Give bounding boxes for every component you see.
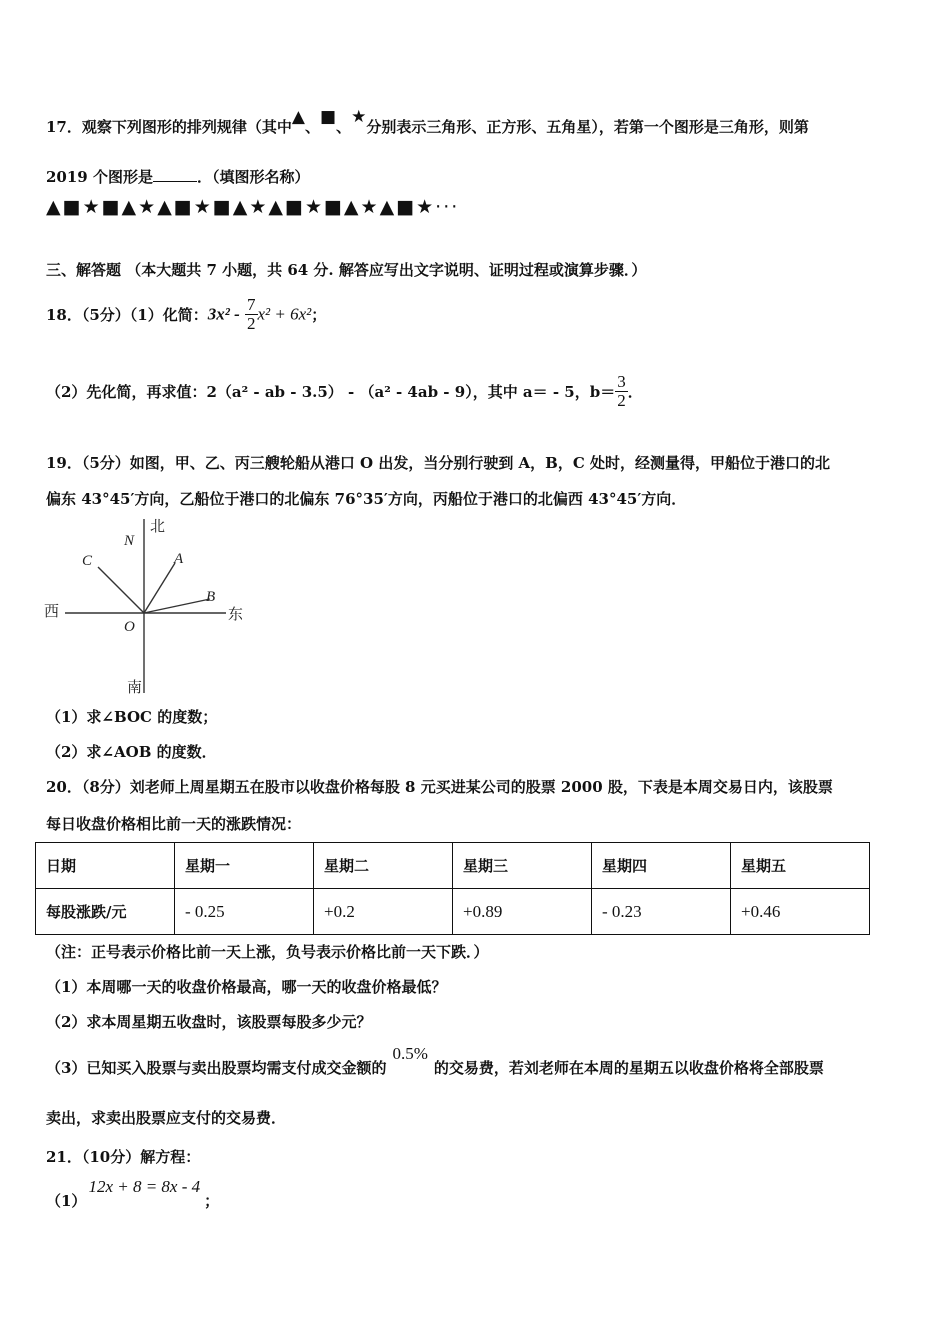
table-header-cell: 星期五 bbox=[731, 843, 870, 889]
price-change-table bbox=[35, 842, 870, 935]
label-B: B bbox=[206, 589, 216, 605]
q21-equation: 12x + 8 = 8x - 4 bbox=[88, 1177, 201, 1196]
frac-num: 7 bbox=[247, 295, 256, 314]
q20-sub3 bbox=[46, 1044, 824, 1078]
ray-OB bbox=[144, 599, 210, 613]
fee-percent: 0.5% bbox=[392, 1044, 428, 1063]
q17-line2-a: 2019 个图形是 bbox=[46, 168, 153, 186]
section3-title: 三、解答题 （本大题共 7 小题，共 64 分. 解答应写出文字说明、证明过程或演算步骤．） bbox=[46, 261, 647, 279]
table-cell: - 0.23 bbox=[592, 889, 731, 935]
table-header-row bbox=[36, 843, 870, 889]
q20-line2: 每日收盘价格相比前一天的涨跌情况： bbox=[46, 815, 302, 833]
q19-line1: 19．（5分）如图，甲、乙、丙三艘轮船从港口 O 出发，当分别行驶到 A，B，C 处时，经测量得，甲船位于港口的北 bbox=[46, 454, 831, 472]
q17-line2-b: ．（填图形名称） bbox=[196, 168, 310, 186]
table-cell: +0.2 bbox=[314, 889, 453, 935]
q17-line2 bbox=[46, 166, 310, 187]
table-header-cell: 星期三 bbox=[453, 843, 592, 889]
q20-line1: 20．（8分）刘老师上周星期五在股市以收盘价格每股 8 元买进某公司的股票 2000 股，下表是本周交易日内，该股票 bbox=[46, 778, 833, 796]
table-cell: - 0.25 bbox=[175, 889, 314, 935]
label-N: N bbox=[124, 533, 135, 549]
q21-title: 21．（10分）解方程： bbox=[46, 1148, 201, 1166]
q19-line2: 偏东 43°45′方向，乙船位于港口的北偏东 76°35′方向，丙船位于港口的北偏西 43°45′方向． bbox=[46, 490, 687, 508]
label-A: A bbox=[174, 551, 184, 567]
q20-sub3-b: 的交易费，若刘老师在本周的星期五以收盘价格将全部股票 bbox=[433, 1059, 824, 1077]
q17-sep2: 、 bbox=[336, 118, 352, 136]
shape-sequence: ▲■★■▲★▲■★■▲★▲■★■▲★▲■★··· bbox=[46, 196, 460, 218]
label-east: 东 bbox=[228, 607, 244, 623]
frac-den: 2 bbox=[247, 314, 256, 333]
q17-prefix: 17．观察下列图形的排列规律（其中 bbox=[46, 118, 292, 136]
table-header-cell: 日期 bbox=[36, 843, 175, 889]
triangle-icon: ▲ bbox=[291, 107, 305, 127]
q20-sub1: （1）本周哪一天的收盘价格最高，哪一天的收盘价格最低？ bbox=[46, 978, 447, 996]
q18-p2-end: ． bbox=[627, 383, 643, 401]
star-icon: ★ bbox=[351, 107, 367, 127]
q18-p2-text: （2）先化简，再求值：2（a² - ab - 3.5） - （a² - 4ab - 9），其中 a＝ - 5，b＝ bbox=[46, 383, 616, 401]
frac-den: 2 bbox=[617, 391, 626, 410]
table-row bbox=[36, 889, 870, 935]
table-row-label: 每股涨跌/元 bbox=[36, 889, 175, 935]
table-header-cell: 星期四 bbox=[592, 843, 731, 889]
q21-sub1-end: ； bbox=[204, 1192, 220, 1210]
label-south: 南 bbox=[127, 680, 143, 696]
table-cell: +0.46 bbox=[731, 889, 870, 935]
q21-sub1-label: （1） bbox=[46, 1192, 87, 1210]
table-header-cell: 星期一 bbox=[175, 843, 314, 889]
label-O: O bbox=[124, 619, 135, 635]
q18-p1-end: ； bbox=[311, 306, 327, 324]
q19-sub2: （2）求∠AOB 的度数． bbox=[46, 743, 217, 761]
ray-OA bbox=[144, 563, 175, 613]
q20-note: （注：正号表示价格比前一天上涨，负号表示价格比前一天下跌．） bbox=[46, 943, 489, 961]
fraction-3-2 bbox=[615, 373, 628, 410]
q18-part1 bbox=[46, 296, 326, 333]
square-icon: ■ bbox=[319, 107, 337, 127]
q17-sep1: 、 bbox=[304, 118, 320, 136]
q20-sub3-line2: 卖出，求卖出股票应支付的交易费． bbox=[46, 1109, 287, 1127]
table-cell: +0.89 bbox=[453, 889, 592, 935]
table-header-cell: 星期二 bbox=[314, 843, 453, 889]
q17-line1 bbox=[46, 107, 809, 139]
q18-p1-label: 18．（5分）（1）化简： bbox=[46, 306, 208, 324]
ray-OC bbox=[98, 567, 144, 613]
q17-suffix: 分别表示三角形、正方形、五角星），若第一个图形是三角形，则第 bbox=[366, 118, 809, 136]
compass-diagram bbox=[40, 515, 260, 700]
q20-sub2: （2）求本周星期五收盘时，该股票每股多少元？ bbox=[46, 1013, 372, 1031]
q21-sub1 bbox=[46, 1176, 220, 1210]
q18-part2 bbox=[46, 373, 643, 410]
label-west: 西 bbox=[44, 604, 60, 620]
q18-p1-expr-b: x² + 6x² bbox=[257, 304, 312, 324]
label-C: C bbox=[82, 553, 93, 569]
answer-blank[interactable] bbox=[153, 167, 197, 182]
label-north: 北 bbox=[150, 519, 166, 535]
q18-p1-expr-a: 3x² - bbox=[207, 304, 240, 324]
fraction-7-2 bbox=[245, 296, 258, 333]
q20-sub3-a: （3）已知买入股票与卖出股票均需支付成交金额的 bbox=[46, 1059, 387, 1077]
frac-num: 3 bbox=[617, 372, 626, 391]
q19-sub1: （1）求∠BOC 的度数； bbox=[46, 708, 218, 726]
